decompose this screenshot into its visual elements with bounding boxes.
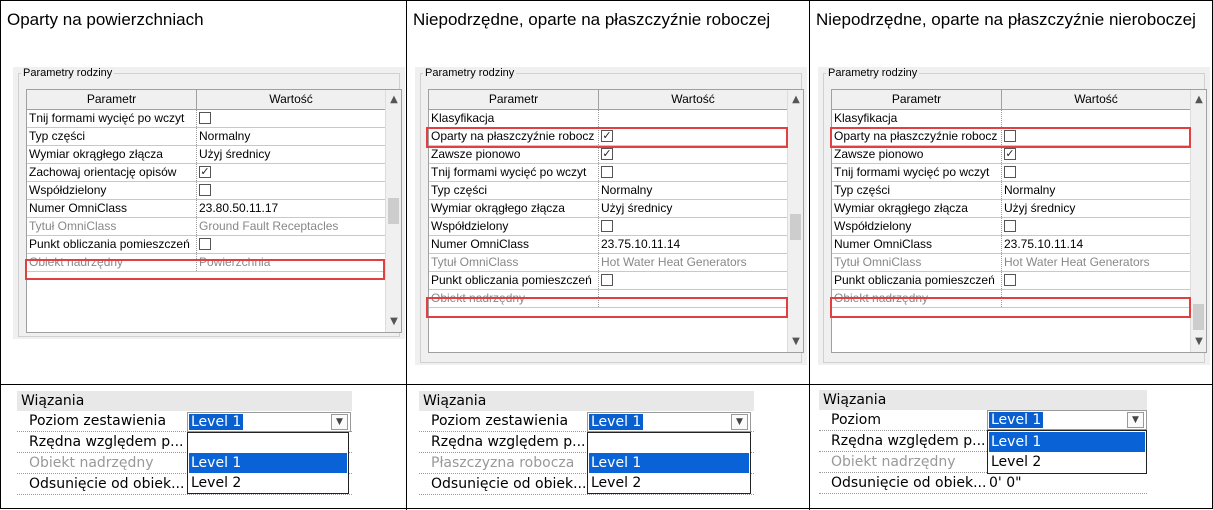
parameter-name: Współdzielony [832, 218, 1002, 235]
constraints-title: Wiązania [819, 390, 1147, 410]
parameter-row[interactable] [429, 164, 787, 182]
parameter-name: Klasyfikacja [429, 110, 599, 127]
chevron-down-icon[interactable]: ▼ [331, 414, 348, 430]
checkbox-icon[interactable] [601, 274, 613, 286]
parameter-value[interactable] [599, 218, 787, 235]
parameter-name: Numer OmniClass [832, 236, 1002, 253]
parameter-value[interactable]: 23.75.10.11.14 [1004, 237, 1084, 251]
parameter-row[interactable] [429, 236, 787, 254]
constraints-title: Wiązania [17, 391, 352, 411]
scrollbar-thumb[interactable] [790, 214, 801, 240]
parameter-row[interactable] [429, 200, 787, 218]
parameter-value[interactable]: Użyj średnicy [199, 147, 271, 161]
chevron-down-icon[interactable]: ▼ [1127, 412, 1144, 428]
checkbox-checked-icon[interactable]: ✓ [602, 129, 612, 142]
constraints-section [17, 391, 357, 503]
parameter-row[interactable] [832, 110, 1190, 128]
constraint-label: Odsunięcie od obiek... [831, 475, 987, 491]
parameter-row[interactable] [27, 110, 385, 128]
parameter-row[interactable] [429, 272, 787, 290]
parameter-name: Obiekt nadrzędny [429, 290, 599, 307]
parameter-value[interactable]: Ground Fault Receptacles [199, 219, 339, 233]
parameter-name: Numer OmniClass [27, 200, 197, 217]
checkbox-icon[interactable] [1004, 274, 1016, 286]
parameter-row[interactable] [27, 182, 385, 200]
parameter-name: Tnij formami wycięć po wczyt [832, 164, 1002, 181]
parameter-value[interactable] [197, 110, 385, 127]
constraint-label: Odsunięcie od obiek... [29, 476, 185, 492]
scroll-up-icon[interactable]: ▲ [792, 94, 800, 105]
level-combo[interactable] [587, 412, 751, 432]
parameter-row[interactable] [429, 182, 787, 200]
checkbox-icon[interactable] [1004, 166, 1016, 178]
value-column-header[interactable]: Wartość [269, 92, 313, 106]
parameter-value[interactable] [599, 272, 787, 289]
parameter-row[interactable] [429, 218, 787, 236]
constraint-row[interactable] [819, 473, 1147, 494]
constraint-label: Obiekt nadrzędny [29, 455, 154, 471]
parameter-name: Punkt obliczania pomieszczeń [832, 272, 1002, 289]
parameter-value[interactable] [197, 164, 385, 181]
checkbox-icon[interactable] [601, 166, 613, 178]
checkbox-checked-icon[interactable]: ✓ [1005, 147, 1015, 160]
parameter-name: Typ części [429, 182, 599, 199]
checkbox-icon[interactable] [199, 112, 211, 124]
level-combo[interactable] [187, 412, 351, 432]
parameter-row[interactable] [832, 236, 1190, 254]
scrollbar-thumb[interactable] [388, 198, 399, 224]
parameter-value[interactable]: Normalny [601, 183, 653, 197]
dropdown-item[interactable] [589, 433, 749, 453]
parameter-name: Punkt obliczania pomieszczeń [27, 236, 197, 253]
param-column-header[interactable]: Parametr [832, 90, 1002, 109]
group-label: Parametry rodziny [828, 67, 918, 79]
parameter-name: Typ części [27, 128, 197, 145]
parameter-row[interactable] [27, 218, 385, 236]
parameter-row[interactable] [832, 200, 1190, 218]
parameter-value[interactable] [599, 146, 787, 163]
value-column-header[interactable]: Wartość [1074, 92, 1118, 106]
column-divider [406, 1, 407, 510]
constraint-label: Poziom [831, 412, 881, 428]
parameter-value[interactable]: Powierzchnia [199, 255, 271, 269]
parameter-value[interactable] [1002, 218, 1190, 235]
dropdown-item[interactable]: Level 2 [991, 454, 1042, 470]
parameter-name: Tytuł OmniClass [429, 254, 599, 271]
scroll-up-icon[interactable]: ▲ [1195, 94, 1203, 105]
parameter-name: Tytuł OmniClass [27, 218, 197, 235]
column-divider [809, 1, 810, 510]
column-title: Niepodrzędne, oparte na płaszczyźnie roboczej [413, 10, 771, 29]
parameter-name: Typ części [832, 182, 1002, 199]
value-column-header[interactable]: Wartość [671, 92, 715, 106]
parameter-name: Oparty na płaszczyźnie robocz [832, 128, 1002, 145]
parameter-value[interactable] [197, 182, 385, 199]
dropdown-item[interactable]: Level 1 [589, 453, 749, 473]
checkbox-icon[interactable] [199, 238, 211, 250]
parameter-name: Tnij formami wycięć po wczyt [27, 110, 197, 127]
scroll-down-icon[interactable]: ▼ [390, 316, 398, 327]
dropdown-item[interactable]: Level 1 [189, 453, 347, 473]
parameter-name: Numer OmniClass [429, 236, 599, 253]
parameter-name: Zawsze pionowo [429, 146, 599, 163]
dropdown-item[interactable]: Level 2 [191, 475, 242, 491]
column-title: Oparty na powierzchniach [7, 10, 204, 29]
parameter-name: Tnij formami wycięć po wczyt [429, 164, 599, 181]
row-divider [1, 384, 1213, 385]
dropdown-item[interactable]: Level 2 [591, 475, 642, 491]
parameter-row[interactable] [832, 272, 1190, 290]
parameter-value[interactable]: Normalny [199, 129, 251, 143]
grid-header [429, 90, 787, 110]
parameter-name: Oparty na płaszczyźnie robocz [429, 128, 599, 145]
parameter-row[interactable] [832, 182, 1190, 200]
vertical-scrollbar[interactable] [1190, 90, 1206, 352]
parameter-value[interactable]: 23.80.50.11.17 [199, 201, 279, 215]
parameter-row[interactable] [832, 218, 1190, 236]
parameter-value[interactable]: Użyj średnicy [601, 201, 673, 215]
grid-header [832, 90, 1190, 110]
vertical-scrollbar[interactable] [787, 90, 803, 352]
scroll-down-icon[interactable]: ▼ [1195, 336, 1203, 347]
parameter-name: Zachowaj orientację opisów [27, 164, 197, 181]
highlight-box [426, 297, 788, 318]
parameter-value[interactable] [1002, 110, 1190, 127]
column-title: Niepodrzędne, oparte na płaszczyźnie nieroboczej [816, 10, 1196, 29]
parameter-value[interactable]: Hot Water Heat Generators [1004, 255, 1150, 269]
highlight-box [830, 127, 1191, 148]
parameter-name: Tytuł OmniClass [832, 254, 1002, 271]
parameter-value[interactable] [599, 164, 787, 181]
constraint-label: Obiekt nadrzędny [831, 454, 956, 470]
parameter-value[interactable] [1002, 164, 1190, 181]
parameter-row[interactable] [832, 146, 1190, 164]
parameter-value[interactable]: 23.75.10.11.14 [601, 237, 681, 251]
level-dropdown-list [187, 432, 349, 494]
checkbox-icon[interactable] [1004, 220, 1016, 232]
param-column-header[interactable]: Parametr [27, 90, 197, 109]
dropdown-item[interactable] [189, 433, 347, 453]
parameter-row[interactable] [429, 146, 787, 164]
parameter-row[interactable] [832, 164, 1190, 182]
constraint-label: Poziom zestawienia [431, 413, 569, 429]
parameter-value[interactable] [197, 236, 385, 253]
parameter-name: Zawsze pionowo [832, 146, 1002, 163]
parameter-value[interactable] [599, 110, 787, 127]
level-dropdown-list [987, 430, 1147, 474]
level-combo[interactable] [987, 410, 1147, 430]
constraints-title: Wiązania [419, 391, 754, 411]
parameter-name: Punkt obliczania pomieszczeń [429, 272, 599, 289]
parameter-name: Klasyfikacja [832, 110, 1002, 127]
scroll-down-icon[interactable]: ▼ [792, 336, 800, 347]
level-dropdown-list [587, 432, 751, 494]
checkbox-icon[interactable] [199, 184, 211, 196]
parameter-row[interactable] [27, 200, 385, 218]
constraint-label: Rzędna względem p... [431, 434, 586, 450]
vertical-scrollbar[interactable] [385, 90, 401, 332]
family-parameters-panel [415, 67, 807, 365]
constraint-label: Rzędna względem p... [29, 434, 184, 450]
parameter-row[interactable] [27, 146, 385, 164]
parameter-row[interactable] [27, 164, 385, 182]
parameter-value[interactable]: Normalny [1004, 183, 1056, 197]
parameter-name: Obiekt nadrzędny [27, 254, 197, 271]
combo-selected-value: Level 1 [191, 414, 242, 430]
parameter-row[interactable] [832, 254, 1190, 272]
highlight-box [25, 259, 385, 280]
highlight-box [426, 127, 788, 148]
checkbox-checked-icon[interactable]: ✓ [200, 165, 210, 178]
parameter-row[interactable] [429, 110, 787, 128]
combo-selected-value: Level 1 [591, 414, 642, 430]
parameter-row[interactable] [27, 236, 385, 254]
checkbox-checked-icon[interactable]: ✓ [602, 147, 612, 160]
param-column-header[interactable]: Parametr [429, 90, 599, 109]
constraint-label: Poziom zestawienia [29, 413, 167, 429]
parameter-name: Wymiar okrągłego złącza [429, 200, 599, 217]
parameter-grid [26, 89, 402, 333]
parameter-name: Obiekt nadrzędny [832, 290, 1002, 307]
parameter-value[interactable]: Hot Water Heat Generators [601, 255, 747, 269]
group-label: Parametry rodziny [23, 67, 113, 79]
scroll-up-icon[interactable]: ▲ [390, 94, 398, 105]
parameter-row[interactable] [27, 128, 385, 146]
checkbox-icon[interactable] [601, 220, 613, 232]
constraint-label: Rzędna względem p... [831, 433, 986, 449]
parameter-name: Współdzielony [429, 218, 599, 235]
parameter-name: Współdzielony [27, 182, 197, 199]
constraint-label: Odsunięcie od obiek... [431, 476, 587, 492]
constraint-label: Płaszczyzna robocza [431, 455, 575, 471]
parameter-row[interactable] [429, 254, 787, 272]
chevron-down-icon[interactable]: ▼ [731, 414, 748, 430]
parameter-name: Wymiar okrągłego złącza [832, 200, 1002, 217]
parameter-value[interactable]: Użyj średnicy [1004, 201, 1076, 215]
parameter-value[interactable] [1002, 272, 1190, 289]
constraints-section [419, 391, 759, 503]
scrollbar-thumb[interactable] [1193, 304, 1204, 330]
family-parameters-panel [13, 67, 405, 339]
grid-header [27, 90, 385, 110]
highlight-box [830, 297, 1191, 318]
parameter-name: Wymiar okrągłego złącza [27, 146, 197, 163]
family-parameters-panel [818, 67, 1210, 365]
dropdown-item[interactable]: Level 1 [989, 432, 1145, 452]
constraints-section [819, 390, 1159, 502]
combo-selected-value: Level 1 [991, 412, 1042, 428]
parameter-value[interactable] [1002, 146, 1190, 163]
offset-value[interactable]: 0' 0" [989, 475, 1022, 491]
group-label: Parametry rodziny [425, 67, 515, 79]
